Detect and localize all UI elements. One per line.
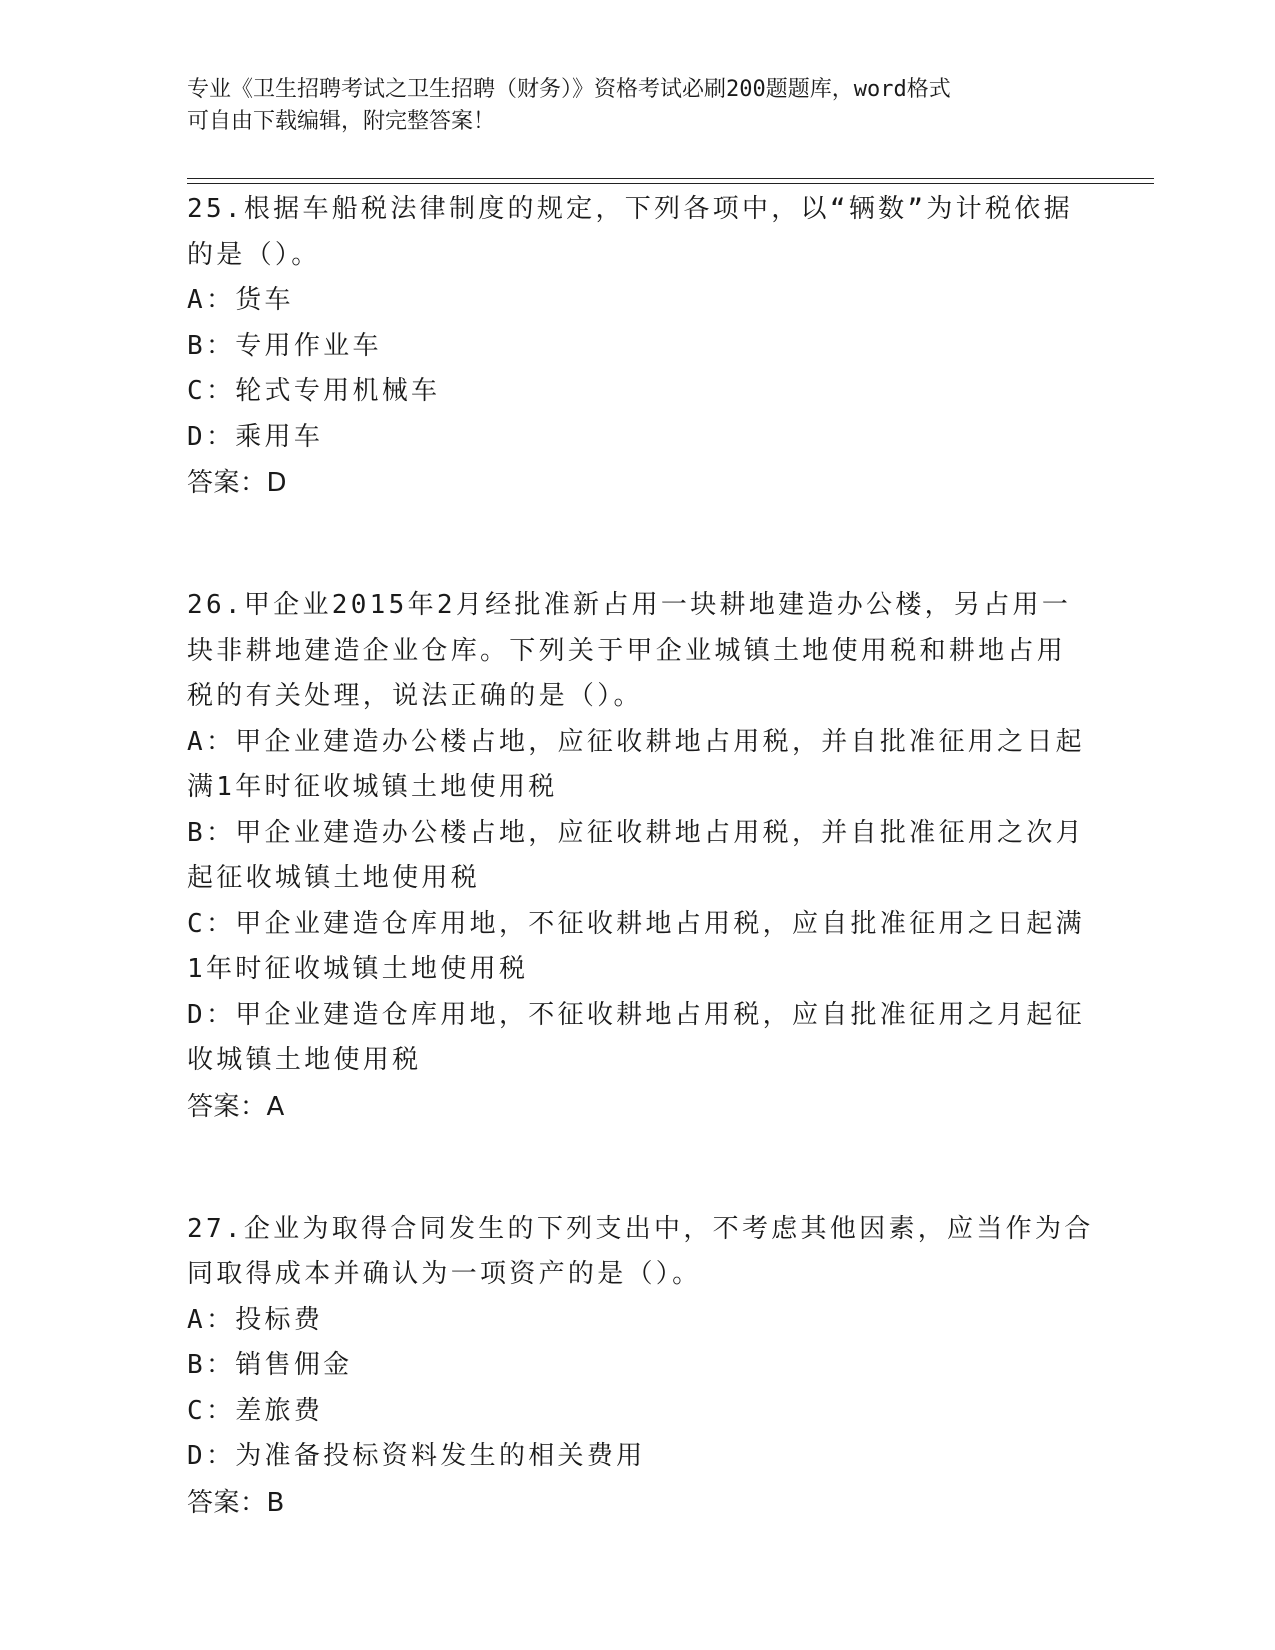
question-stem-line: 税的有关处理，说法正确的是（）。 [187, 681, 643, 711]
question-stem [187, 187, 1087, 278]
question-list [187, 187, 1094, 1526]
option-line: A：投标费 [187, 1304, 324, 1335]
question-spacer [187, 506, 1087, 583]
option-c [187, 1389, 1087, 1435]
question-stem-line: 27.企业为取得合同发生的下列支出中，不考虑其他因素，应当作为合 [187, 1213, 1094, 1244]
option-line: C：甲企业建造仓库用地，不征收耕地占用税，应自批准征用之日起满 [187, 908, 1085, 939]
question-stem-line: 的是（）。 [187, 239, 321, 270]
header-divider-bottom [187, 183, 1154, 184]
option-line: B：专用作业车 [187, 330, 382, 361]
answer-line: 答案：D [187, 468, 288, 498]
question-stem-line: 26.甲企业2015年2月经批准新占用一块耕地建造办公楼，另占用一 [187, 590, 1072, 620]
option-b [187, 324, 1087, 370]
option-line: D：甲企业建造仓库用地，不征收耕地占用税，应自批准征用之月起征 [187, 999, 1085, 1030]
option-line: C：轮式专用机械车 [187, 376, 441, 406]
option-a [187, 1298, 1087, 1344]
option-line: 起征收城镇土地使用税 [187, 863, 481, 893]
header-line-1: 专业《卫生招聘考试之卫生招聘（财务）》资格考试必刷200题题库，word格式 [187, 77, 951, 102]
option-c [187, 369, 1087, 415]
option-b [187, 1343, 1087, 1389]
question-26 [187, 583, 1087, 1130]
document-header [187, 74, 1087, 138]
header-line-2: 可自由下载编辑，附完整答案！ [187, 109, 496, 134]
question-25 [187, 187, 1087, 506]
question-stem [187, 1207, 1094, 1298]
question-spacer [187, 1130, 1087, 1207]
option-line: B：甲企业建造办公楼占地，应征收耕地占用税，并自批准征用之次月 [187, 817, 1085, 848]
option-line: D：乘用车 [187, 421, 324, 452]
header-divider-top [187, 178, 1154, 179]
option-line: 收城镇土地使用税 [187, 1045, 422, 1075]
question-stem-line: 块非耕地建造企业仓库。下列关于甲企业城镇土地使用税和耕地占用 [187, 635, 1067, 666]
option-a [187, 720, 1087, 811]
answer-line: 答案：A [187, 1091, 285, 1122]
option-a [187, 278, 1087, 324]
question-27 [187, 1207, 1094, 1526]
question-stem [187, 583, 1087, 720]
option-b [187, 811, 1087, 902]
option-line: B：销售佣金 [187, 1350, 353, 1380]
option-line: C：差旅费 [187, 1395, 324, 1426]
question-stem-line: 25.根据车船税法律制度的规定，下列各项中，以“辆数”为计税依据 [187, 194, 1073, 224]
option-d [187, 415, 1087, 461]
option-d [187, 993, 1087, 1084]
option-d [187, 1434, 1087, 1480]
option-c [187, 902, 1087, 993]
option-line: 1年时征收城镇土地使用税 [187, 954, 529, 984]
option-line: A：货车 [187, 285, 294, 315]
question-stem-line: 同取得成本并确认为一项资产的是（）。 [187, 1259, 702, 1289]
option-line: A：甲企业建造办公楼占地，应征收耕地占用税，并自批准征用之日起 [187, 726, 1085, 757]
option-line: 满1年时征收城镇土地使用税 [187, 772, 558, 802]
answer-line: 答案：B [187, 1487, 285, 1518]
option-line: D：为准备投标资料发生的相关费用 [187, 1441, 646, 1471]
